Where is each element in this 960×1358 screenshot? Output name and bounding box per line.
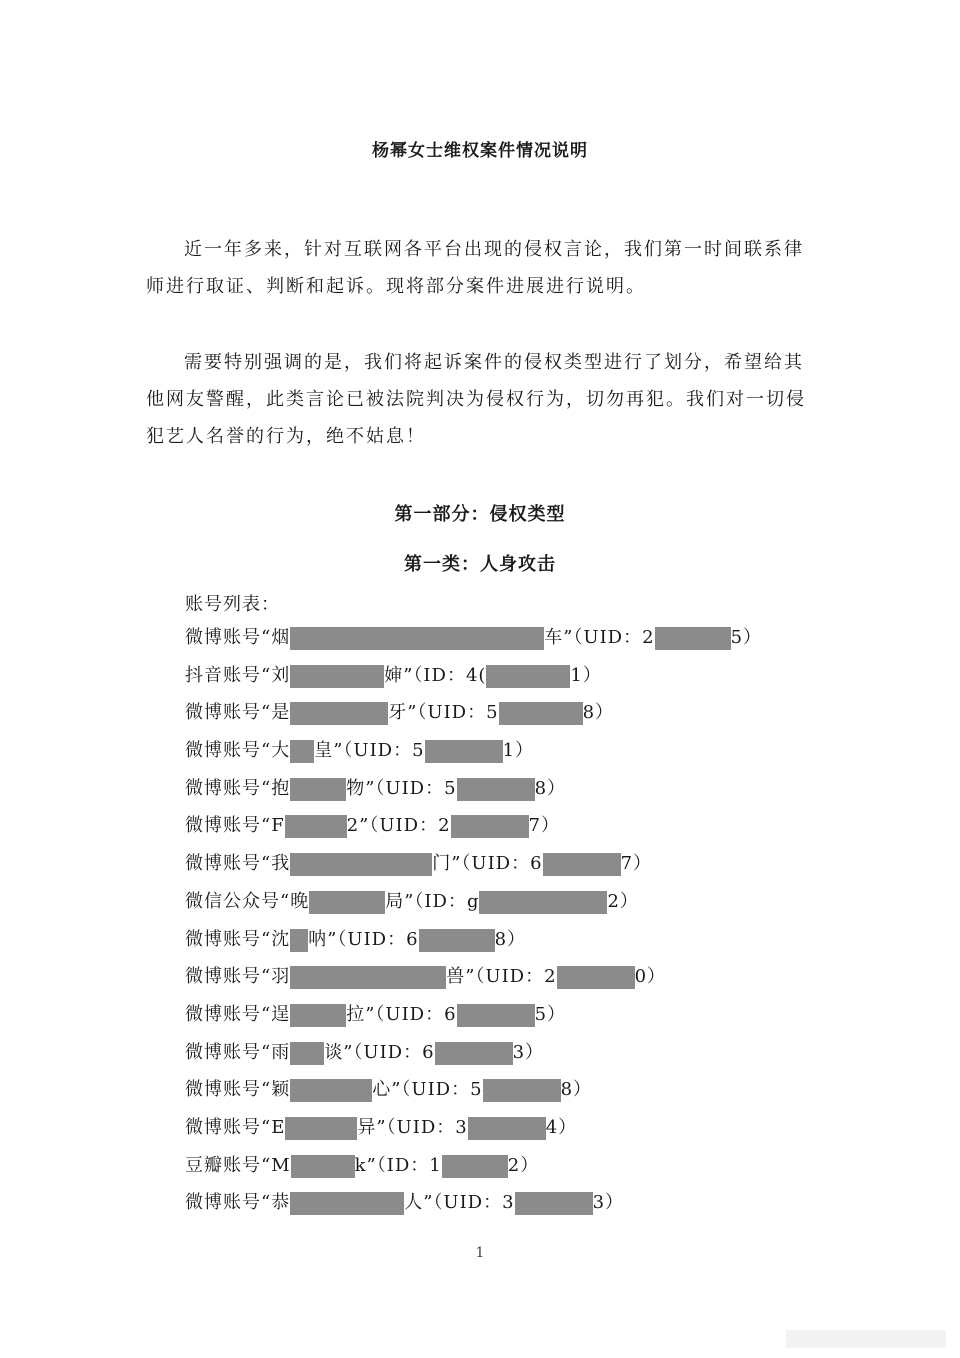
redaction-bar: [290, 1004, 346, 1027]
account-row: [185, 774, 825, 812]
account-suffix: 7）: [620, 853, 653, 875]
redaction-bar: [499, 702, 583, 725]
account-middle: 物”（UID：5: [346, 777, 457, 799]
part-heading: 第一部分：侵权类型: [394, 504, 566, 525]
account-middle: 婶”（ID：4(: [384, 664, 487, 686]
account-middle: 车”（UID：2: [544, 627, 655, 648]
account-prefix: 微博账号“大: [185, 740, 291, 762]
account-prefix: 微博账号“恭: [185, 1192, 291, 1214]
account-middle: 呐”（UID：6: [308, 928, 419, 950]
redaction-bar: [483, 1079, 561, 1102]
redaction-bar: [515, 1192, 593, 1215]
account-suffix: 2）: [607, 890, 639, 912]
account-middle: k”（ID：1: [354, 1154, 442, 1176]
account-row: [185, 849, 825, 887]
redaction-bar: [290, 1042, 324, 1065]
redaction-bar: [291, 1155, 355, 1178]
document-title: 杨幂女士维权案件情况说明: [372, 141, 588, 161]
account-middle: 2”（UID：2: [346, 815, 451, 837]
redaction-bar: [419, 929, 495, 952]
account-middle: 异”（UID：3: [357, 1116, 468, 1138]
account-middle: 人”（UID：3: [404, 1192, 515, 1214]
account-suffix: 3）: [512, 1041, 545, 1063]
redaction-bar: [557, 966, 635, 989]
account-row: [185, 1151, 825, 1189]
account-suffix: 4）: [545, 1116, 578, 1138]
account-middle: 局”（ID：g: [385, 890, 480, 912]
redaction-bar: [290, 665, 384, 688]
account-suffix: 5）: [534, 1003, 567, 1025]
account-prefix: 微博账号“我: [185, 853, 291, 875]
account-row: [185, 661, 825, 699]
account-row: [185, 811, 825, 849]
account-middle: 门”（UID：6: [432, 853, 543, 875]
category-heading: 第一类：人身攻击: [404, 554, 556, 575]
redaction-bar: [290, 853, 432, 876]
redaction-bar: [290, 702, 388, 725]
redaction-bar: [290, 740, 314, 763]
account-suffix: 5）: [730, 627, 763, 648]
account-row: [185, 925, 825, 963]
account-middle: 心”（UID：5: [372, 1079, 483, 1101]
redaction-bar: [290, 1192, 404, 1215]
account-middle: 皇”（UID：5: [314, 740, 425, 762]
account-suffix: 0）: [634, 966, 667, 988]
account-prefix: 微博账号“沈: [185, 928, 291, 950]
redaction-bar: [285, 1117, 357, 1140]
account-middle: 牙”（UID：5: [388, 702, 499, 724]
account-row: [185, 736, 825, 774]
account-suffix: 8）: [582, 702, 615, 724]
redaction-bar: [290, 966, 446, 989]
account-row: [185, 1000, 825, 1038]
redaction-bar: [468, 1117, 546, 1140]
account-row: [185, 623, 825, 661]
redaction-bar: [425, 740, 503, 763]
account-prefix: 微博账号“雨: [185, 1041, 291, 1063]
redaction-bar: [442, 1155, 508, 1178]
account-middle: 谈”（UID：6: [324, 1041, 435, 1063]
redaction-bar: [486, 665, 570, 688]
redaction-bar: [309, 891, 385, 914]
account-prefix: 微博账号“羽: [185, 966, 291, 988]
account-suffix: 8）: [494, 928, 527, 950]
account-prefix: 豆瓣账号“M: [185, 1154, 291, 1176]
account-list-label: 账号列表：: [185, 594, 280, 615]
account-suffix: 8）: [534, 777, 567, 799]
redaction-bar: [290, 778, 346, 801]
account-suffix: 7）: [528, 815, 560, 837]
account-prefix: 微博账号“烟: [185, 627, 291, 648]
account-row: [185, 962, 825, 1000]
account-suffix: 3）: [592, 1192, 625, 1214]
account-prefix: 微博账号“抱: [185, 777, 291, 799]
account-row: [185, 1038, 825, 1076]
redaction-bar: [457, 778, 535, 801]
redaction-bar: [285, 815, 347, 838]
account-prefix: 微博账号“F: [185, 815, 285, 837]
emphasis-paragraph: 需要特别强调的是，我们将起诉案件的侵权类型进行了划分，希望给其他网友警醒，此类言论已被法院判决为侵权行为，切勿再犯。我们对一切侵犯艺人名誉的行为，绝不姑息！: [146, 352, 806, 447]
account-prefix: 微信公众号“晚: [185, 890, 310, 912]
redaction-bar: [655, 627, 731, 650]
redaction-bar: [479, 891, 607, 914]
account-suffix: 1）: [570, 664, 602, 686]
account-row: [185, 1188, 825, 1226]
page-number: 1: [475, 1245, 485, 1261]
redaction-bar: [290, 929, 308, 952]
account-prefix: 微博账号“逞: [185, 1003, 291, 1025]
account-prefix: 微博账号“是: [185, 702, 291, 724]
account-prefix: 微博账号“颖: [185, 1079, 291, 1101]
watermark: [786, 1330, 946, 1348]
account-row: [185, 1113, 825, 1151]
account-middle: 拉”（UID：6: [346, 1003, 457, 1025]
account-row: [185, 698, 825, 736]
account-middle: 兽”（UID：2: [446, 966, 557, 988]
account-row: [185, 887, 825, 925]
account-row: [185, 1075, 825, 1113]
account-suffix: 1）: [502, 740, 535, 762]
account-suffix: 8）: [560, 1079, 593, 1101]
account-suffix: 2）: [507, 1154, 540, 1176]
redaction-bar: [457, 1004, 535, 1027]
intro-paragraph: 近一年多来，针对互联网各平台出现的侵权言论，我们第一时间联系律师进行取证、判断和起诉。现将部分案件进展进行说明。: [146, 239, 804, 297]
redaction-bar: [290, 1079, 372, 1102]
account-list: [185, 623, 825, 1226]
redaction-bar: [451, 815, 529, 838]
redaction-bar: [435, 1042, 513, 1065]
account-prefix: 微博账号“E: [185, 1116, 286, 1138]
redaction-bar: [543, 853, 621, 876]
redaction-bar: [290, 627, 544, 650]
account-prefix: 抖音账号“刘: [185, 664, 291, 686]
